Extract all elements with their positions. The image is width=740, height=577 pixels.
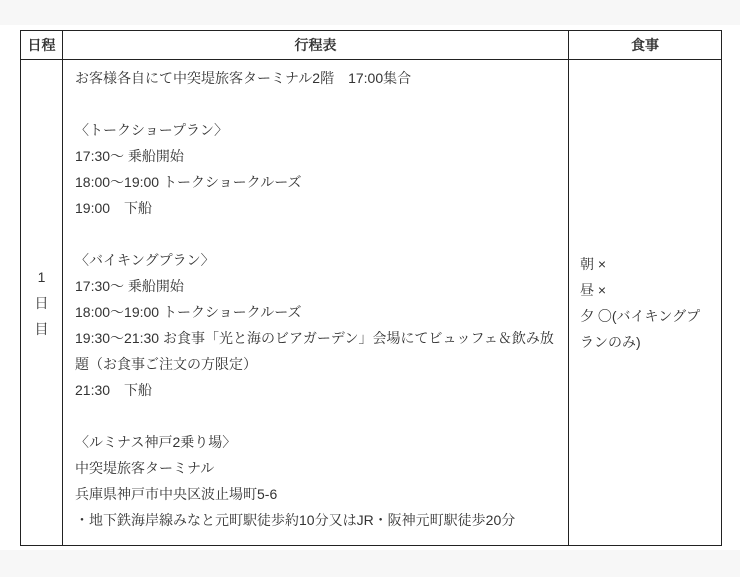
day-text: [23, 264, 60, 342]
header-cell-itinerary: 行程表: [63, 31, 569, 60]
itinerary-text: [75, 65, 556, 533]
text-line: 18:00〜19:00 トークショークルーズ: [75, 174, 302, 190]
text-line: 日: [34, 294, 49, 311]
text-line: 〈バイキングプラン〉: [75, 252, 215, 268]
text-line: [75, 221, 556, 247]
header-row: [21, 31, 722, 60]
text-line: 朝 ×: [580, 255, 607, 272]
text-line: お客様各自にて中突堤旅客ターミナル2階 17:00集合: [75, 70, 412, 86]
day-cell: [21, 60, 63, 546]
text-line: 1: [37, 268, 46, 285]
text-line: 17:30〜 乗船開始: [75, 148, 184, 164]
itinerary-cell: [63, 60, 569, 546]
page-bottom-margin: [0, 550, 740, 577]
day-row: [21, 60, 722, 546]
text-line: 目: [34, 320, 49, 337]
text-line: 兵庫県神戸市中央区波止場町5-6: [75, 486, 278, 502]
text-line: 夕 〇(バイキングプランのみ): [580, 307, 701, 350]
header-cell-date: 日程: [21, 31, 63, 60]
text-line: [75, 91, 556, 117]
text-line: 21:30 下船: [75, 382, 153, 398]
meals-text: [580, 251, 710, 355]
text-line: 中突堤旅客ターミナル: [75, 460, 215, 476]
text-line: [75, 403, 556, 429]
meals-cell: [569, 60, 722, 546]
text-line: 17:30〜 乗船開始: [75, 278, 184, 294]
text-line: 19:00 下船: [75, 200, 153, 216]
header-cell-meals: 食事: [569, 31, 722, 60]
itinerary-table: [20, 30, 722, 546]
page-top-margin: [0, 0, 740, 25]
text-line: 19:30〜21:30 お食事「光と海のビアガーデン」会場にてビュッフェ＆飲み放題（お食事ご注文の方限定）: [75, 330, 554, 372]
text-line: ・地下鉄海岸線みなと元町駅徒歩約10分又はJR・阪神元町駅徒歩20分: [75, 512, 516, 528]
text-line: 昼 ×: [580, 281, 607, 298]
text-line: 18:00〜19:00 トークショークルーズ: [75, 304, 302, 320]
text-line: 〈トークショープラン〉: [75, 122, 229, 138]
text-line: 〈ルミナス神戸2乗り場〉: [75, 434, 237, 450]
content-area: [0, 25, 740, 550]
